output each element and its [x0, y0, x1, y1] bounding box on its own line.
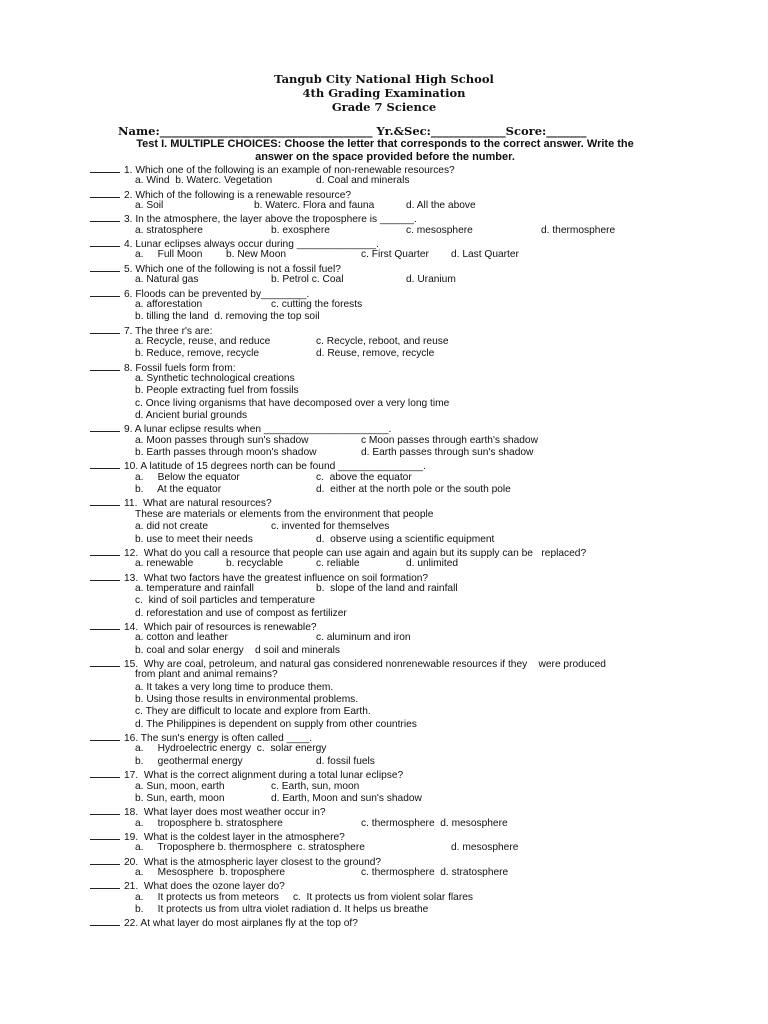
answer-blank[interactable]: [90, 768, 120, 778]
answer-option: a. It takes a very long time to produce them.: [135, 681, 334, 693]
answer-option: c. mesosphere: [406, 224, 473, 236]
answer-option: c. above the equator: [316, 471, 412, 483]
answer-option: a. Mesosphere b. troposphere: [135, 866, 286, 878]
answer-option: a. Moon passes through sun's shadow: [135, 434, 309, 446]
answer-option: from plant and animal remains?: [135, 669, 278, 681]
question-text: 14. Which pair of resources is renewable?: [124, 621, 317, 633]
question-text: 5. Which one of the following is not a fossil fuel?: [124, 263, 341, 275]
answer-option: a. afforestation: [135, 298, 203, 310]
answer-option: d. thermosphere: [541, 224, 616, 236]
question-text: 4. Lunar eclipses always occur during ______________.: [124, 239, 379, 251]
answer-option: c. reliable: [316, 558, 360, 570]
answer-option: c. Earth, sun, moon: [271, 780, 360, 792]
question-text: 7. The three r's are:: [124, 325, 213, 337]
answer-option: a. Troposphere b. thermosphere c. stratosphere: [135, 842, 365, 854]
answer-option: d. reforestation and use of compost as fertilizer: [135, 607, 347, 619]
answer-option: b. coal and solar energy d soil and minerals: [135, 644, 340, 656]
answer-option: c. cutting the forests: [271, 298, 363, 310]
answer-blank[interactable]: [90, 855, 120, 865]
answer-option: c. thermosphere d. stratosphere: [361, 866, 509, 878]
question-text: 22. At what layer do most airplanes fly at the top of?: [124, 918, 358, 930]
answer-option: d. Last Quarter: [451, 249, 519, 261]
answer-option: c. invented for themselves: [271, 521, 390, 533]
answer-option: a. Full Moon: [135, 249, 203, 261]
answer-blank[interactable]: [90, 324, 120, 334]
answer-option: c. Once living organisms that have decomposed over a very long time: [135, 397, 450, 409]
answer-blank[interactable]: [90, 188, 120, 198]
answer-blank[interactable]: [90, 620, 120, 630]
answer-option: b. New Moon: [226, 249, 287, 261]
answer-blank[interactable]: [90, 830, 120, 840]
question-text: 19. What is the coldest layer in the atmosphere?: [124, 831, 345, 843]
answer-option: d. either at the north pole or the south pole: [316, 484, 511, 496]
answer-option: a. Recycle, reuse, and reduce: [135, 335, 271, 347]
answer-option: b. Petrol c. Coal: [271, 274, 344, 286]
answer-blank[interactable]: [90, 496, 120, 506]
question-text: 20. What is the atmospheric layer closest to the ground?: [124, 856, 382, 868]
answer-blank[interactable]: [90, 879, 120, 889]
answer-option: c. thermosphere d. mesosphere: [361, 817, 508, 829]
answer-option: b. It protects us from ultra violet radiation d. It helps us breathe: [135, 904, 429, 915]
question-item: [90, 916, 358, 930]
answer-blank[interactable]: [90, 212, 120, 222]
answer-blank[interactable]: [90, 287, 120, 297]
answer-option: c Moon passes through earth's shadow: [361, 434, 538, 446]
answer-option: b. tilling the land d. removing the top soil: [135, 311, 320, 323]
answer-option: d. Uranium: [406, 274, 456, 286]
answer-option: b. Sun, earth, moon: [135, 792, 225, 804]
answer-blank[interactable]: [90, 459, 120, 469]
answer-option: d. Ancient burial grounds: [135, 410, 248, 421]
answer-blank[interactable]: [90, 546, 120, 556]
answer-blank[interactable]: [90, 571, 120, 581]
answer-blank[interactable]: [90, 731, 120, 741]
answer-blank[interactable]: [90, 237, 120, 247]
school-name: Tangub City National High School: [274, 72, 494, 86]
answer-option: d. The Philippines is dependent on supply from other countries: [135, 718, 417, 730]
answer-option: a. Natural gas: [135, 274, 199, 286]
answer-option: d. All the above: [406, 200, 476, 212]
test-instructions-line-2: answer on the space provided before the number.: [255, 151, 515, 163]
question-text: 8. Fossil fuels form from:: [124, 362, 236, 374]
grade-subject: Grade 7 Science: [331, 100, 437, 114]
exam-title: 4th Grading Examination: [302, 86, 466, 100]
question-text: 17. What is the correct alignment during a total lunar eclipse?: [124, 770, 404, 782]
question-text: 18. What layer does most weather occur in?: [124, 807, 326, 819]
answer-option: a. did not create: [135, 521, 209, 533]
answer-option: a. troposphere b. stratosphere: [135, 817, 283, 829]
question-text: 15. Why are coal, petroleum, and natural gas considered nonrenewable resources if they were produced: [124, 659, 606, 670]
answer-option: b. Earth passes through moon's shadow: [135, 447, 317, 459]
answer-option: b. slope of the land and rainfall: [316, 582, 458, 594]
answer-option: a. Wind b. Waterc. Vegetation: [135, 175, 273, 187]
answer-option: d. Earth, Moon and sun's shadow: [271, 792, 422, 804]
answer-option: a. renewable: [135, 558, 194, 570]
question-text: 13. What two factors have the greatest influence on soil formation?: [124, 572, 429, 584]
question-text: 1. Which one of the following is an example of non-renewable resources?: [124, 165, 455, 176]
answer-option: b. Reduce, remove, recycle: [135, 348, 260, 360]
answer-option: b. use to meet their needs: [135, 533, 253, 545]
answer-blank[interactable]: [90, 262, 120, 272]
answer-blank[interactable]: [90, 805, 120, 815]
answer-option: d. Earth passes through sun's shadow: [361, 447, 534, 459]
answer-option: b. exosphere: [271, 224, 330, 236]
answer-option: b. At the equator: [135, 484, 222, 496]
answer-option: d. Coal and minerals: [316, 175, 410, 187]
answer-option: a. Sun, moon, earth: [135, 780, 225, 792]
answer-blank[interactable]: [90, 916, 120, 926]
question-text: 6. Floods can be prevented by________.: [124, 288, 310, 300]
answer-blank[interactable]: [90, 657, 120, 667]
answer-option: a. stratosphere: [135, 224, 203, 236]
question-text: 21. What does the ozone layer do?: [124, 881, 285, 893]
answer-option: a. Hydroelectric energy c. solar energy: [135, 743, 327, 755]
question-text: 11. What are natural resources?: [124, 498, 272, 510]
answer-option: d. fossil fuels: [316, 755, 375, 767]
question-text: 12. What do you call a resource that people can use again and again but its supply can be replaced?: [124, 547, 587, 559]
answer-option: d. unlimited: [406, 558, 459, 570]
answer-option: b. Using those results in environmental problems.: [135, 694, 359, 706]
answer-option: a. Synthetic technological creations: [135, 372, 295, 384]
answer-option: c. First Quarter: [361, 249, 429, 261]
answer-blank[interactable]: [90, 422, 120, 432]
answer-option: c. Recycle, reboot, and reuse: [316, 335, 449, 347]
test-instructions-line-1: Test I. MULTIPLE CHOICES: Choose the letter that corresponds to the correct answer. Write the: [136, 138, 634, 150]
answer-option: c. kind of soil particles and temperature: [135, 595, 316, 607]
question-text: 2. Which of the following is a renewable resource?: [124, 189, 352, 201]
student-info-line[interactable]: Name:_____________________________________ Yr.&Sec:_____________Score:_______: [118, 124, 587, 138]
question-text: 3. In the atmosphere, the layer above the troposphere is ______.: [124, 214, 417, 226]
question-text: 9. A lunar eclipse results when ______________________.: [124, 424, 392, 436]
answer-option: a. temperature and rainfall: [135, 582, 254, 594]
answer-option: c. aluminum and iron: [316, 632, 411, 644]
question-text: 10. A latitude of 15 degrees north can be found _______________.: [124, 461, 426, 473]
answer-blank[interactable]: [90, 163, 120, 173]
answer-option: c. They are difficult to locate and explore from Earth.: [135, 706, 371, 718]
answer-option: d. mesosphere: [451, 842, 519, 854]
question-text: 16. The sun's energy is often called ____.: [124, 733, 313, 745]
answer-option: b. People extracting fuel from fossils: [135, 385, 299, 397]
answer-option: a. It protects us from meteors c. It protects us from violent solar flares: [135, 891, 473, 903]
answer-option: a. Soil: [135, 200, 164, 212]
answer-option: b. recyclable: [226, 558, 284, 570]
answer-option: b. geothermal energy: [135, 755, 243, 767]
answer-option: These are materials or elements from the environment that people: [135, 508, 434, 520]
answer-option: a. Below the equator: [135, 471, 240, 483]
answer-option: a. cotton and leather: [135, 632, 228, 644]
answer-option: d. observe using a scientific equipment: [316, 533, 495, 545]
answer-option: b. Waterc. Flora and fauna: [254, 200, 375, 212]
answer-blank[interactable]: [90, 361, 120, 371]
answer-option: d. Reuse, remove, recycle: [316, 348, 435, 360]
